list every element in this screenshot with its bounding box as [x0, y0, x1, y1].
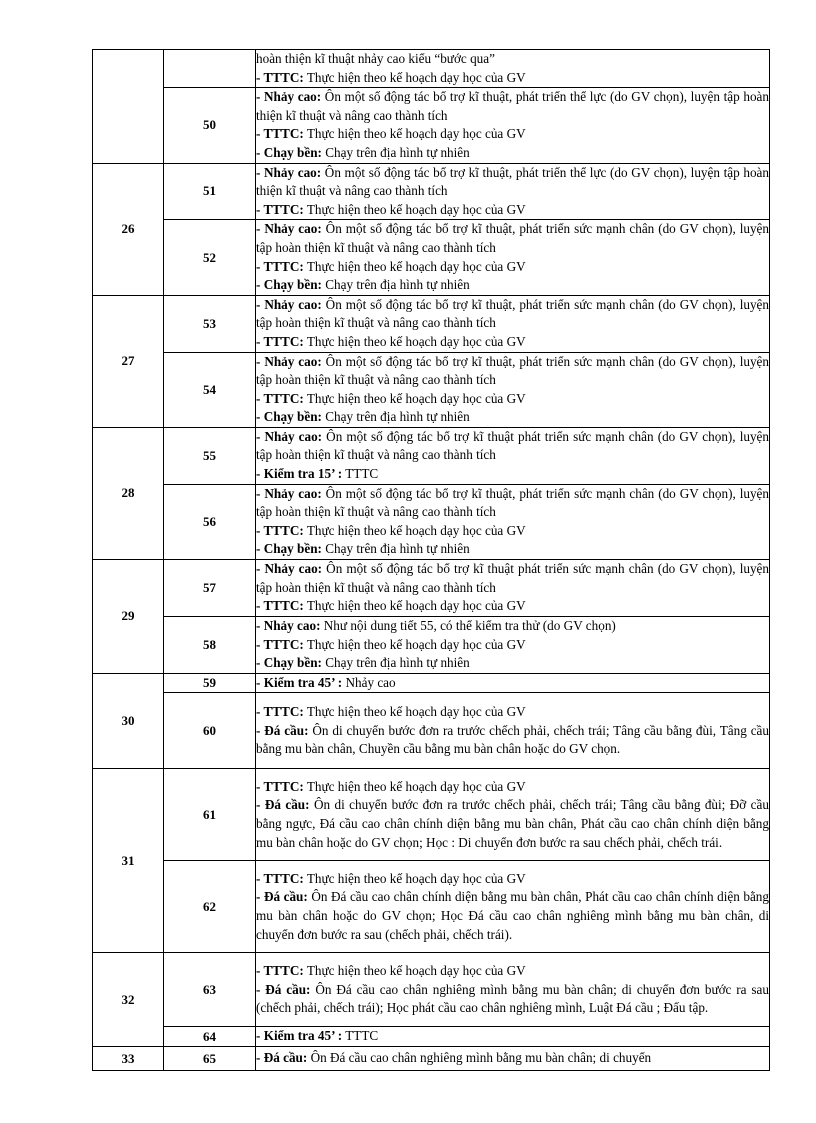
table-row [93, 769, 770, 861]
lesson-number-cell [164, 50, 256, 88]
lesson-content-cell [256, 953, 770, 1027]
activity-text: Ôn một số động tác bổ trợ kĩ thuật, phát triển sức mạnh chân (do GV chọn), luyện tập hoàn thiện kĩ thuật và nâng cao thành tích [256, 221, 769, 255]
activity-text: Ôn một số động tác bổ trợ kĩ thuật, phát triển thể lực (do GV chọn), luyện tập hoàn thiện kĩ thuật và nâng cao thành tích [256, 89, 769, 123]
activity-text: Ôn một số động tác bổ trợ kĩ thuật, phát triển thể lực (do GV chọn), luyện tập hoàn thiện kĩ thuật và nâng cao thành tích [256, 164, 769, 199]
activity-text: Ôn một số động tác bổ trợ kĩ thuật phát triển sức mạnh chân (do GV chọn), luyện tập hoàn thiện kĩ thuật và nâng cao thành tích [256, 428, 769, 463]
activity-text: Ôn một số động tác bổ trợ kĩ thuật phát triển sức mạnh chân (do GV chọn), luyện tập hoàn thiện kĩ thuật và nâng cao thành tích [256, 561, 769, 595]
table-row [93, 673, 770, 693]
content-line [256, 220, 769, 257]
activity-text: Ôn một số động tác bổ trợ kĩ thuật, phát triển sức mạnh chân (do GV chọn), luyện tập hoàn thiện kĩ thuật và nâng cao thành tích [256, 485, 769, 520]
lesson-number-cell: 51 [164, 163, 256, 220]
activity-text: Ôn Đá cầu cao chân nghiêng mình bằng mu bàn chân; di chuyển [307, 1050, 652, 1066]
content-line [256, 296, 769, 333]
content-line [256, 962, 769, 981]
activity-label: - Chạy bền: [256, 144, 322, 160]
lesson-content-cell [256, 769, 770, 861]
activity-label: - Nhảy cao: [256, 428, 323, 444]
activity-text: Chạy trên địa hình tự nhiên [321, 655, 470, 671]
lesson-content-cell [256, 88, 770, 163]
activity-text: TTTC [342, 1028, 379, 1044]
activity-label: - TTTC: [256, 201, 304, 217]
lesson-number-cell: 58 [164, 616, 256, 673]
activity-label: - Nhảy cao: [256, 296, 322, 312]
activity-label: - Nhảy cao: [256, 221, 322, 237]
content-line [256, 408, 769, 427]
activity-label: - TTTC: [256, 636, 304, 652]
table-row [93, 560, 770, 617]
lesson-content-cell [256, 484, 770, 559]
lesson-number-cell: 50 [164, 88, 256, 163]
activity-label: - TTTC: [256, 69, 304, 85]
table-row [93, 953, 770, 1027]
activity-label: - Đá cầu: [256, 797, 310, 813]
content-line [256, 796, 769, 852]
content-line [256, 50, 769, 69]
content-line [256, 353, 769, 390]
content-line [256, 778, 769, 797]
table-row [93, 295, 770, 352]
content-line [256, 597, 769, 616]
activity-label: - Nhảy cao: [256, 561, 323, 577]
week-cell: 27 [93, 295, 164, 427]
week-cell [93, 50, 164, 164]
week-cell: 31 [93, 769, 164, 953]
activity-label: - TTTC: [256, 390, 304, 406]
activity-label: - Nhảy cao: [256, 485, 322, 501]
activity-label: - Đá cầu: [256, 981, 311, 997]
week-cell: 33 [93, 1047, 164, 1071]
week-cell: 26 [93, 163, 164, 295]
content-line [256, 560, 769, 597]
activity-label: - TTTC: [256, 333, 304, 349]
activity-text: Thực hiện theo kế hoạch dạy học của GV [303, 778, 526, 794]
lesson-content-cell [256, 1047, 770, 1071]
activity-label: - Chạy bền: [256, 541, 322, 557]
lesson-content-cell [256, 352, 770, 427]
activity-label: - TTTC: [256, 522, 304, 538]
week-cell: 30 [93, 673, 164, 769]
table-row [93, 1047, 770, 1071]
activity-label: - TTTC: [256, 126, 304, 142]
table-row [93, 220, 770, 295]
table-row [93, 163, 770, 220]
activity-text: Chạy trên địa hình tự nhiên [321, 144, 470, 160]
activity-text: Thực hiện theo kế hoạch dạy học của GV [303, 870, 526, 886]
activity-label: - TTTC: [256, 598, 304, 614]
activity-text: Ôn di chuyển bước đơn ra trước chếch phải, chếch trái; Tâng cầu bằng đùi, Tâng cầu bằng mu bàn chân, Chuyền cầu bằng mu bàn chân hoặc do GV chọn. [256, 722, 769, 757]
content-line [256, 540, 769, 559]
content-line [256, 390, 769, 409]
lesson-number-cell: 53 [164, 295, 256, 352]
lesson-number-cell: 61 [164, 769, 256, 861]
activity-text: Thực hiện theo kế hoạch dạy học của GV [303, 636, 526, 652]
activity-text: Thực hiện theo kế hoạch dạy học của GV [303, 522, 526, 538]
activity-text: Ôn một số động tác bổ trợ kĩ thuật, phát triển sức mạnh chân (do GV chọn), luyện tập hoàn thiện kĩ thuật và nâng cao thành tích [256, 353, 769, 388]
lesson-content-cell [256, 163, 770, 220]
activity-label: - Nhảy cao: [256, 89, 322, 105]
table-row [93, 861, 770, 953]
activity-text: Chạy trên địa hình tự nhiên [321, 409, 470, 425]
activity-text: Thực hiện theo kế hoạch dạy học của GV [303, 963, 526, 979]
activity-text: Thực hiện theo kế hoạch dạy học của GV [303, 258, 526, 274]
content-line [256, 888, 769, 944]
activity-label: - Nhảy cao: [256, 353, 322, 369]
activity-label: - Kiểm tra 45’ : [256, 1028, 343, 1044]
activity-text: Thực hiện theo kế hoạch dạy học của GV [303, 126, 526, 142]
content-line [256, 636, 769, 655]
content-line [256, 654, 769, 673]
content-line [256, 981, 769, 1018]
activity-label: - Nhảy cao: [256, 164, 322, 180]
lesson-number-cell: 60 [164, 693, 256, 769]
lesson-number-cell: 54 [164, 352, 256, 427]
activity-text: Ôn di chuyển bước đơn ra trước chếch phải, chếch trái; Tâng cầu bằng đùi; Đỡ cầu bằng ngực, Đá cầu cao chân chính diện bằng mu bàn chân, Phát cầu cao chân chính diện bằng mu bàn chân hoặc do GV chọn; Học : Di chuyển đơn bước ra sau chếch phải, chếch trái. [256, 797, 769, 850]
content-line [256, 201, 769, 220]
content-line [256, 276, 769, 295]
activity-text: Thực hiện theo kế hoạch dạy học của GV [303, 390, 526, 406]
lesson-content-cell [256, 616, 770, 673]
lesson-content-cell [256, 560, 770, 617]
activity-text: Thực hiện theo kế hoạch dạy học của GV [303, 333, 526, 349]
activity-text: Chạy trên địa hình tự nhiên [321, 277, 470, 293]
content-line [256, 1027, 769, 1046]
activity-label: - Đá cầu: [256, 1050, 308, 1066]
content-line [256, 428, 769, 465]
activity-label: - Chạy bền: [256, 409, 322, 425]
content-line [256, 144, 769, 163]
lesson-number-cell: 64 [164, 1027, 256, 1047]
content-line [256, 333, 769, 352]
table-row [93, 484, 770, 559]
activity-label: - Chạy bền: [256, 655, 322, 671]
activity-text: Thực hiện theo kế hoạch dạy học của GV [303, 201, 526, 217]
table-row [93, 693, 770, 769]
lesson-content-cell [256, 50, 770, 88]
activity-text: Ôn một số động tác bổ trợ kĩ thuật, phát triển sức mạnh chân (do GV chọn), luyện tập hoàn thiện kĩ thuật và nâng cao thành tích [256, 296, 769, 331]
content-line [256, 522, 769, 541]
content-line [256, 258, 769, 277]
activity-label: - Kiểm tra 45’ : [256, 674, 343, 690]
content-line [256, 88, 769, 125]
week-cell: 28 [93, 427, 164, 559]
content-line [256, 722, 769, 759]
table-row [93, 1027, 770, 1047]
activity-text: Như nội dung tiết 55, có thể kiểm tra thử (do GV chọn) [320, 617, 616, 633]
activity-text: Thực hiện theo kế hoạch dạy học của GV [303, 704, 526, 720]
activity-text: Thực hiện theo kế hoạch dạy học của GV [303, 598, 526, 614]
content-line [256, 485, 769, 522]
lesson-content-cell [256, 295, 770, 352]
activity-text: hoàn thiện kĩ thuật nhảy cao kiểu “bước qua” [256, 51, 495, 66]
content-line [256, 617, 769, 636]
table-row [93, 616, 770, 673]
content-line [256, 674, 769, 693]
activity-label: - TTTC: [256, 778, 304, 794]
lesson-content-cell [256, 427, 770, 484]
week-cell: 29 [93, 560, 164, 674]
lesson-content-cell [256, 220, 770, 295]
activity-label: - TTTC: [256, 963, 304, 979]
content-line [256, 69, 769, 88]
lesson-number-cell: 62 [164, 861, 256, 953]
activity-text: Ôn Đá cầu cao chân nghiêng mình bằng mu bàn chân; di chuyển đơn bước ra sau (chếch phải, chếch trái); Học phát cầu cao chân nghiêng mình, Luật Đá cầu ; Đấu tập. [256, 981, 769, 1016]
lesson-number-cell: 63 [164, 953, 256, 1027]
lesson-number-cell: 65 [164, 1047, 256, 1071]
content-line [256, 125, 769, 144]
activity-text: TTTC [342, 466, 379, 482]
activity-label: - TTTC: [256, 870, 304, 886]
lesson-content-cell [256, 861, 770, 953]
lesson-content-cell [256, 673, 770, 693]
activity-text: Chạy trên địa hình tự nhiên [321, 541, 470, 557]
lesson-plan-table [92, 49, 770, 1071]
content-line [256, 1049, 769, 1068]
activity-label: - Nhảy cao: [256, 617, 321, 633]
lesson-content-cell [256, 1027, 770, 1047]
lesson-number-cell: 57 [164, 560, 256, 617]
lesson-content-cell [256, 693, 770, 769]
lesson-number-cell: 56 [164, 484, 256, 559]
table-row [93, 88, 770, 163]
lesson-number-cell: 59 [164, 673, 256, 693]
lesson-number-cell: 52 [164, 220, 256, 295]
activity-label: - Đá cầu: [256, 889, 308, 905]
activity-label: - TTTC: [256, 258, 304, 274]
content-line [256, 465, 769, 484]
activity-text: Ôn Đá cầu cao chân chính diện bằng mu bàn chân, Phát cầu cao chân chính diện bằng mu bàn chân hoặc do GV chọn; Học Đá cầu cao chân nghiêng mình bằng mu bàn chân, di chuyển đơn bước ra sau (chếch phải, chếch trái). [256, 889, 769, 942]
activity-label: - Đá cầu: [256, 722, 309, 738]
lesson-number-cell: 55 [164, 427, 256, 484]
week-cell: 32 [93, 953, 164, 1047]
table-row [93, 50, 770, 88]
content-line [256, 703, 769, 722]
content-line [256, 164, 769, 201]
activity-text: Nhảy cao [342, 674, 396, 690]
activity-label: - Kiểm tra 15’ : [256, 466, 343, 482]
activity-text: Thực hiện theo kế hoạch dạy học của GV [303, 69, 526, 85]
lesson-plan-body [93, 50, 770, 1071]
content-line [256, 870, 769, 889]
table-row [93, 427, 770, 484]
activity-label: - TTTC: [256, 704, 304, 720]
activity-label: - Chạy bền: [256, 277, 322, 293]
table-row [93, 352, 770, 427]
